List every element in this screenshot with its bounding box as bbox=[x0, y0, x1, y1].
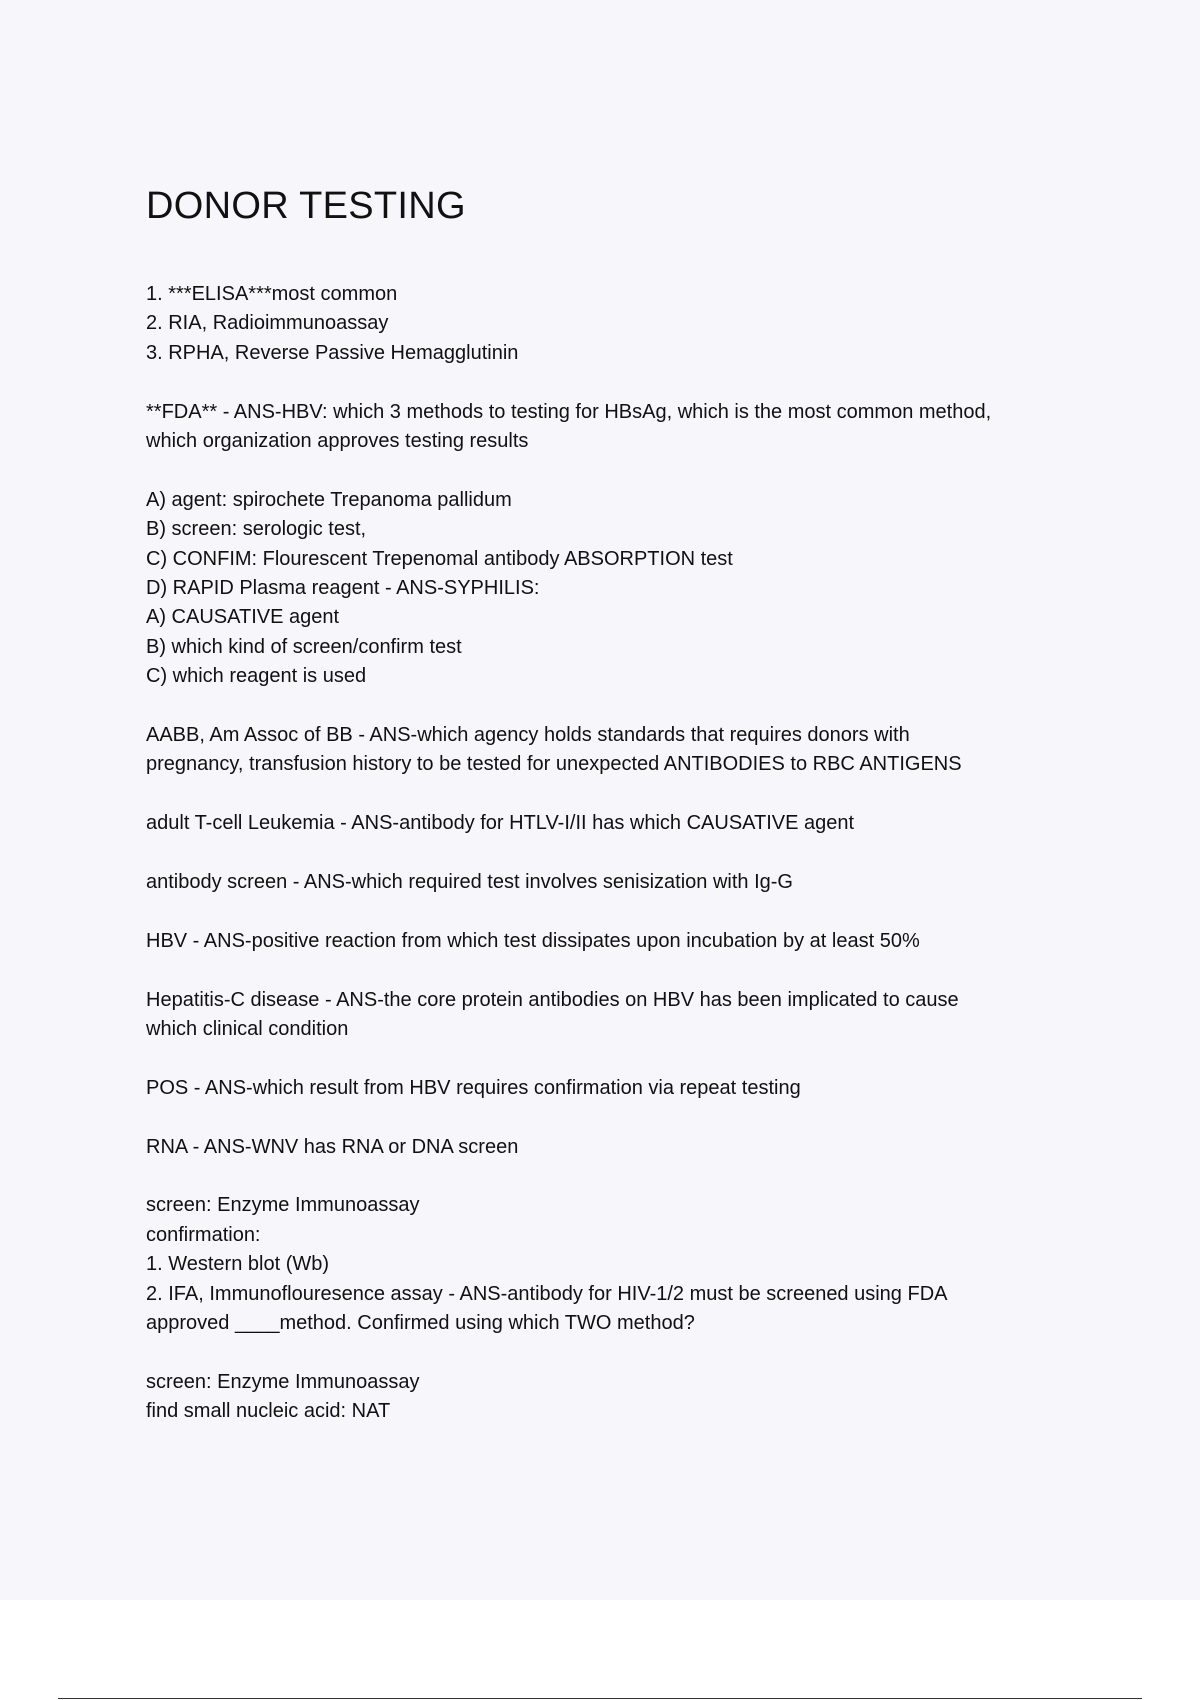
document-content bbox=[146, 184, 1106, 1456]
text-line: AABB, Am Assoc of BB - ANS-which agency holds standards that requires donors with bbox=[146, 724, 910, 747]
text-line: 2. IFA, Immunoflouresence assay - ANS-antibody for HIV-1/2 must be screened using FDA bbox=[146, 1282, 948, 1305]
text-line: B) screen: serologic test, bbox=[146, 518, 367, 541]
text-line: which clinical condition bbox=[146, 1018, 349, 1041]
paragraph-htlv bbox=[146, 809, 1106, 838]
text-line: approved ____method. Confirmed using which TWO method? bbox=[146, 1312, 695, 1335]
document-title: DONOR TESTING bbox=[146, 185, 466, 227]
text-line: 1. ***ELISA***most common bbox=[146, 283, 398, 305]
text-line: confirmation: bbox=[146, 1223, 261, 1246]
paragraph-syphilis bbox=[146, 486, 1106, 692]
text-line: antibody screen - ANS-which required test involves senisization with Ig-G bbox=[146, 871, 793, 894]
text-line: C) CONFIM: Flourescent Trepenomal antibody ABSORPTION test bbox=[146, 547, 733, 570]
text-line: find small nucleic acid: NAT bbox=[146, 1400, 391, 1423]
text-line: **FDA** - ANS-HBV: which 3 methods to testing for HBsAg, which is the most common method, bbox=[146, 400, 992, 423]
text-line: 1. Western blot (Wb) bbox=[146, 1253, 330, 1276]
text-line: RNA - ANS-WNV has RNA or DNA screen bbox=[146, 1135, 519, 1158]
text-line: adult T-cell Leukemia - ANS-antibody for HTLV-I/II has which CAUSATIVE agent bbox=[146, 812, 855, 835]
text-line: C) which reagent is used bbox=[146, 665, 367, 688]
text-line: POS - ANS-which result from HBV requires confirmation via repeat testing bbox=[146, 1076, 801, 1099]
text-line: 2. RIA, Radioimmunoassay bbox=[146, 312, 389, 335]
text-line: D) RAPID Plasma reagent - ANS-SYPHILIS: bbox=[146, 577, 540, 600]
paragraph-hbsag-methods-list bbox=[146, 280, 1106, 368]
text-line: A) agent: spirochete Trepanoma pallidum bbox=[146, 488, 512, 511]
text-line: which organization approves testing results bbox=[146, 430, 529, 453]
text-line: screen: Enzyme Immunoassay bbox=[146, 1194, 420, 1217]
paragraph-hiv bbox=[146, 1191, 1106, 1338]
footer-divider bbox=[58, 1698, 1142, 1699]
paragraph-pos bbox=[146, 1074, 1106, 1103]
text-line: HBV - ANS-positive reaction from which test dissipates upon incubation by at least 50% bbox=[146, 929, 920, 952]
text-line: 3. RPHA, Reverse Passive Hemagglutinin bbox=[146, 341, 519, 364]
paragraph-nat bbox=[146, 1368, 1106, 1427]
text-line: Hepatitis-C disease - ANS-the core protein antibodies on HBV has been implicated to cause bbox=[146, 988, 959, 1011]
text-line: pregnancy, transfusion history to be tested for unexpected ANTIBODIES to RBC ANTIGENS bbox=[146, 753, 962, 776]
paragraph-hbv-positive bbox=[146, 927, 1106, 956]
text-line: A) CAUSATIVE agent bbox=[146, 606, 340, 629]
text-line: screen: Enzyme Immunoassay bbox=[146, 1370, 420, 1393]
paragraph-aabb bbox=[146, 721, 1106, 780]
paragraph-antibody-screen bbox=[146, 868, 1106, 897]
paragraph-hepatitis-c bbox=[146, 986, 1106, 1045]
paragraph-rna bbox=[146, 1133, 1106, 1162]
paragraph-fda-hbv bbox=[146, 398, 1106, 457]
text-line: B) which kind of screen/confirm test bbox=[146, 635, 462, 658]
